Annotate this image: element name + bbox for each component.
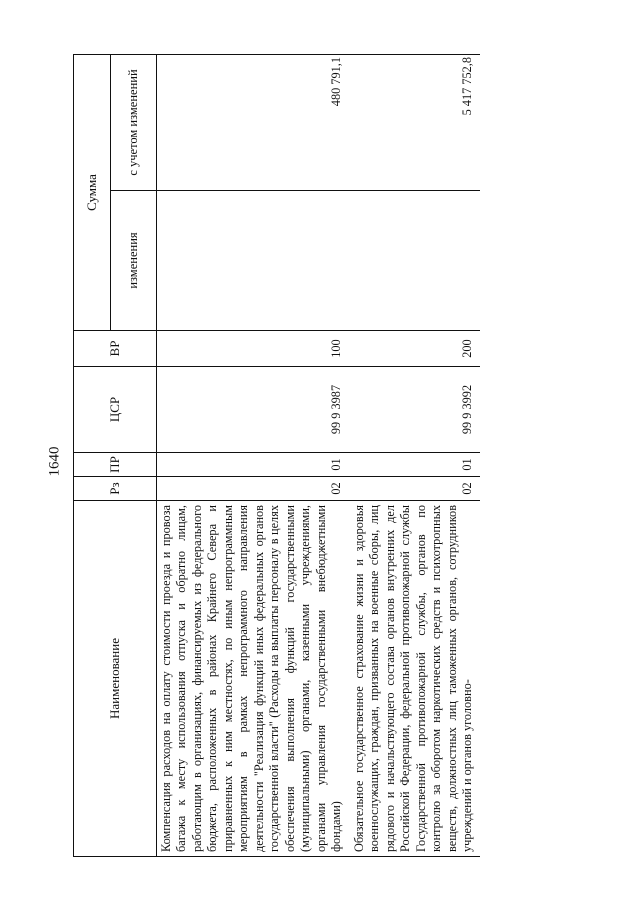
row-with-changes: 480 791,1 [157, 55, 349, 191]
budget-table [73, 54, 480, 857]
budget-table-container [73, 55, 583, 857]
row-vr: 100 [157, 331, 349, 367]
header-changes: изменения [111, 191, 157, 331]
row-csr: 99 9 3987 [157, 367, 349, 453]
header-pr: ПР [74, 453, 157, 477]
header-sum: Сумма [74, 55, 111, 331]
header-rz: Рз [74, 477, 157, 501]
row-with-changes: 5 417 752,8 [349, 55, 480, 191]
page-number: 1640 [46, 446, 63, 476]
header-vr: ВР [74, 331, 157, 367]
row-rz: 02 [349, 477, 480, 501]
row-pr: 01 [157, 453, 349, 477]
header-csr: ЦСР [74, 367, 157, 453]
row-csr: 99 9 3992 [349, 367, 480, 453]
row-name: Обязательное государственное страхование жизни и здоровья военнослужащих, граждан, призванных на военные сборы, лиц рядового и начальствующего состава органов внутренних дел Российской Федерации, федеральной противопожарной службы Государственной противопожарной службы, органов по контролю за оборотом наркотических средств и психотропных веществ, должностных лиц таможенных органов, сотрудников учреждений и органов уголовно- [349, 501, 480, 857]
row-changes [157, 191, 349, 331]
table-row [349, 55, 480, 857]
row-changes [349, 191, 480, 331]
row-rz: 02 [157, 477, 349, 501]
header-with-changes: с учетом изменений [111, 55, 157, 191]
row-vr: 200 [349, 331, 480, 367]
row-pr: 01 [349, 453, 480, 477]
header-name: Наименование [74, 501, 157, 857]
row-name: Компенсация расходов на оплату стоимости проезда и провоза багажа к месту использования отпуска и обратно лицам, работающим в организациях, финансируемых из федерального бюджета, расположенных в районах Крайнего Севера и приравненных к ним местностях, по иным непрограммным мероприятиям в рамках непрограммного направления деятельности "Реализация функций иных федеральных органов государственной власти" (Расходы на выплаты персоналу в целях обеспечения выполнения функций государственными (муниципальными) органами, казенными учреждениями, органами управления государственными внебюджетными фондами) [157, 501, 349, 857]
table-row [157, 55, 349, 857]
